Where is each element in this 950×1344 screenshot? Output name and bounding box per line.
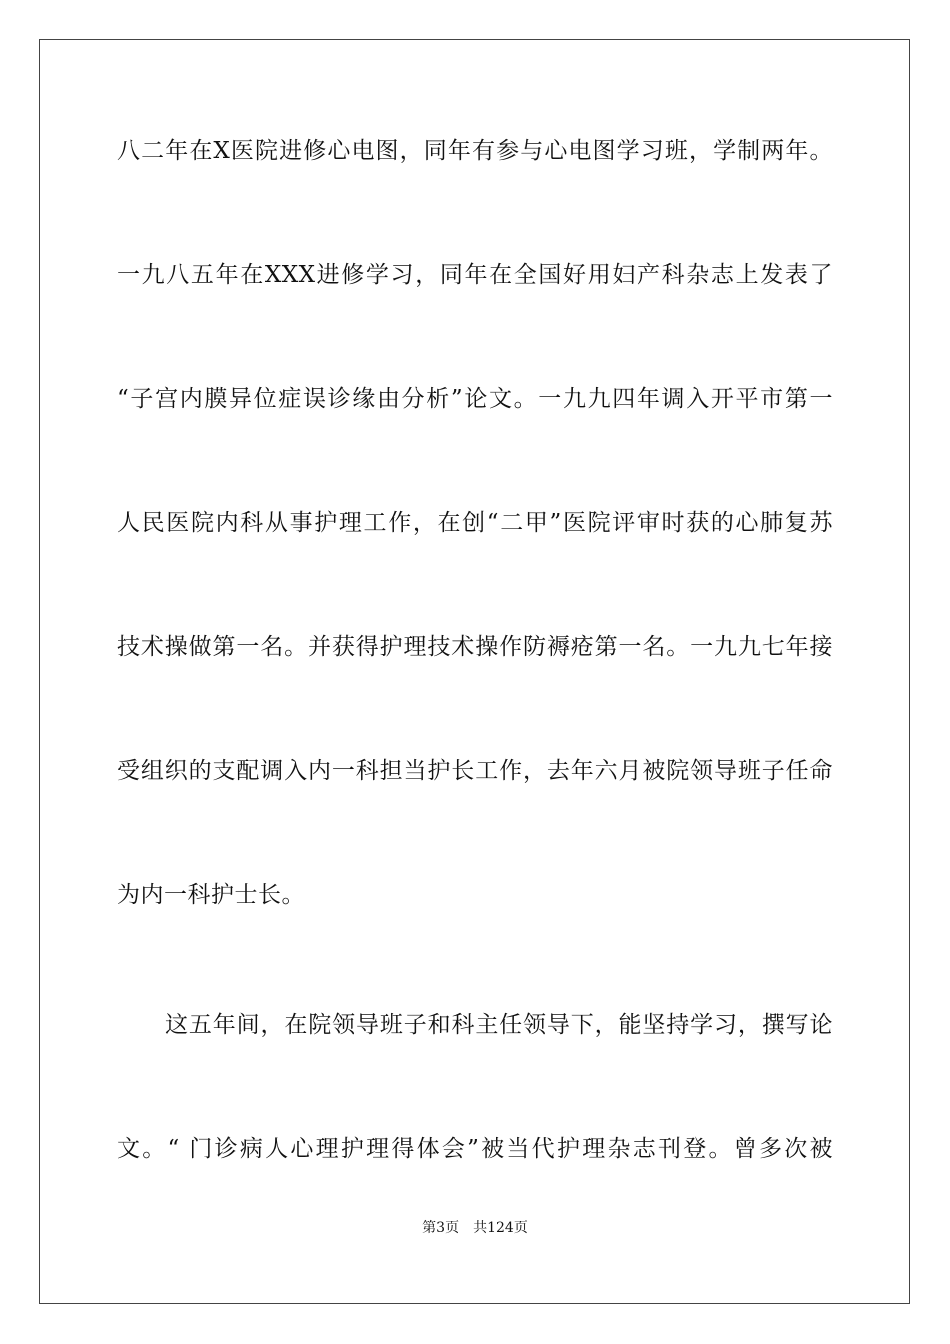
text-line-3: “子宫内膜异位症误诊缘由分析”论文。一九九四年调入开平市第一 [117, 386, 833, 412]
text-line-1: 八二年在X医院进修心电图，同年有参与心电图学习班，学制两年。 [117, 138, 833, 164]
text-line-9: 文。“ 门诊病人心理护理得体会”被当代护理杂志刊登。曾多次被 [117, 1136, 833, 1162]
text-line-6: 受组织的支配调入内一科担当护长工作，去年六月被院领导班子任命 [117, 758, 833, 784]
text-line-7: 为内一科护士长。 [117, 882, 305, 908]
text-line-5: 技术操做第一名。并获得护理技术操作防褥疮第一名。一九九七年接 [117, 634, 833, 660]
page-border [39, 39, 910, 1304]
page-number: 第3页 [422, 1220, 460, 1236]
text-line-8: 这五年间，在院领导班子和科主任领导下，能坚持学习，撰写论 [165, 1012, 833, 1038]
page-footer [0, 1219, 950, 1237]
text-line-4: 人民医院内科从事护理工作，在创“二甲”医院评审时获的心肺复苏 [117, 510, 833, 536]
text-line-2: 一九八五年在XXX进修学习，同年在全国好用妇产科杂志上发表了 [117, 262, 833, 288]
page-total: 共124页 [473, 1220, 528, 1236]
